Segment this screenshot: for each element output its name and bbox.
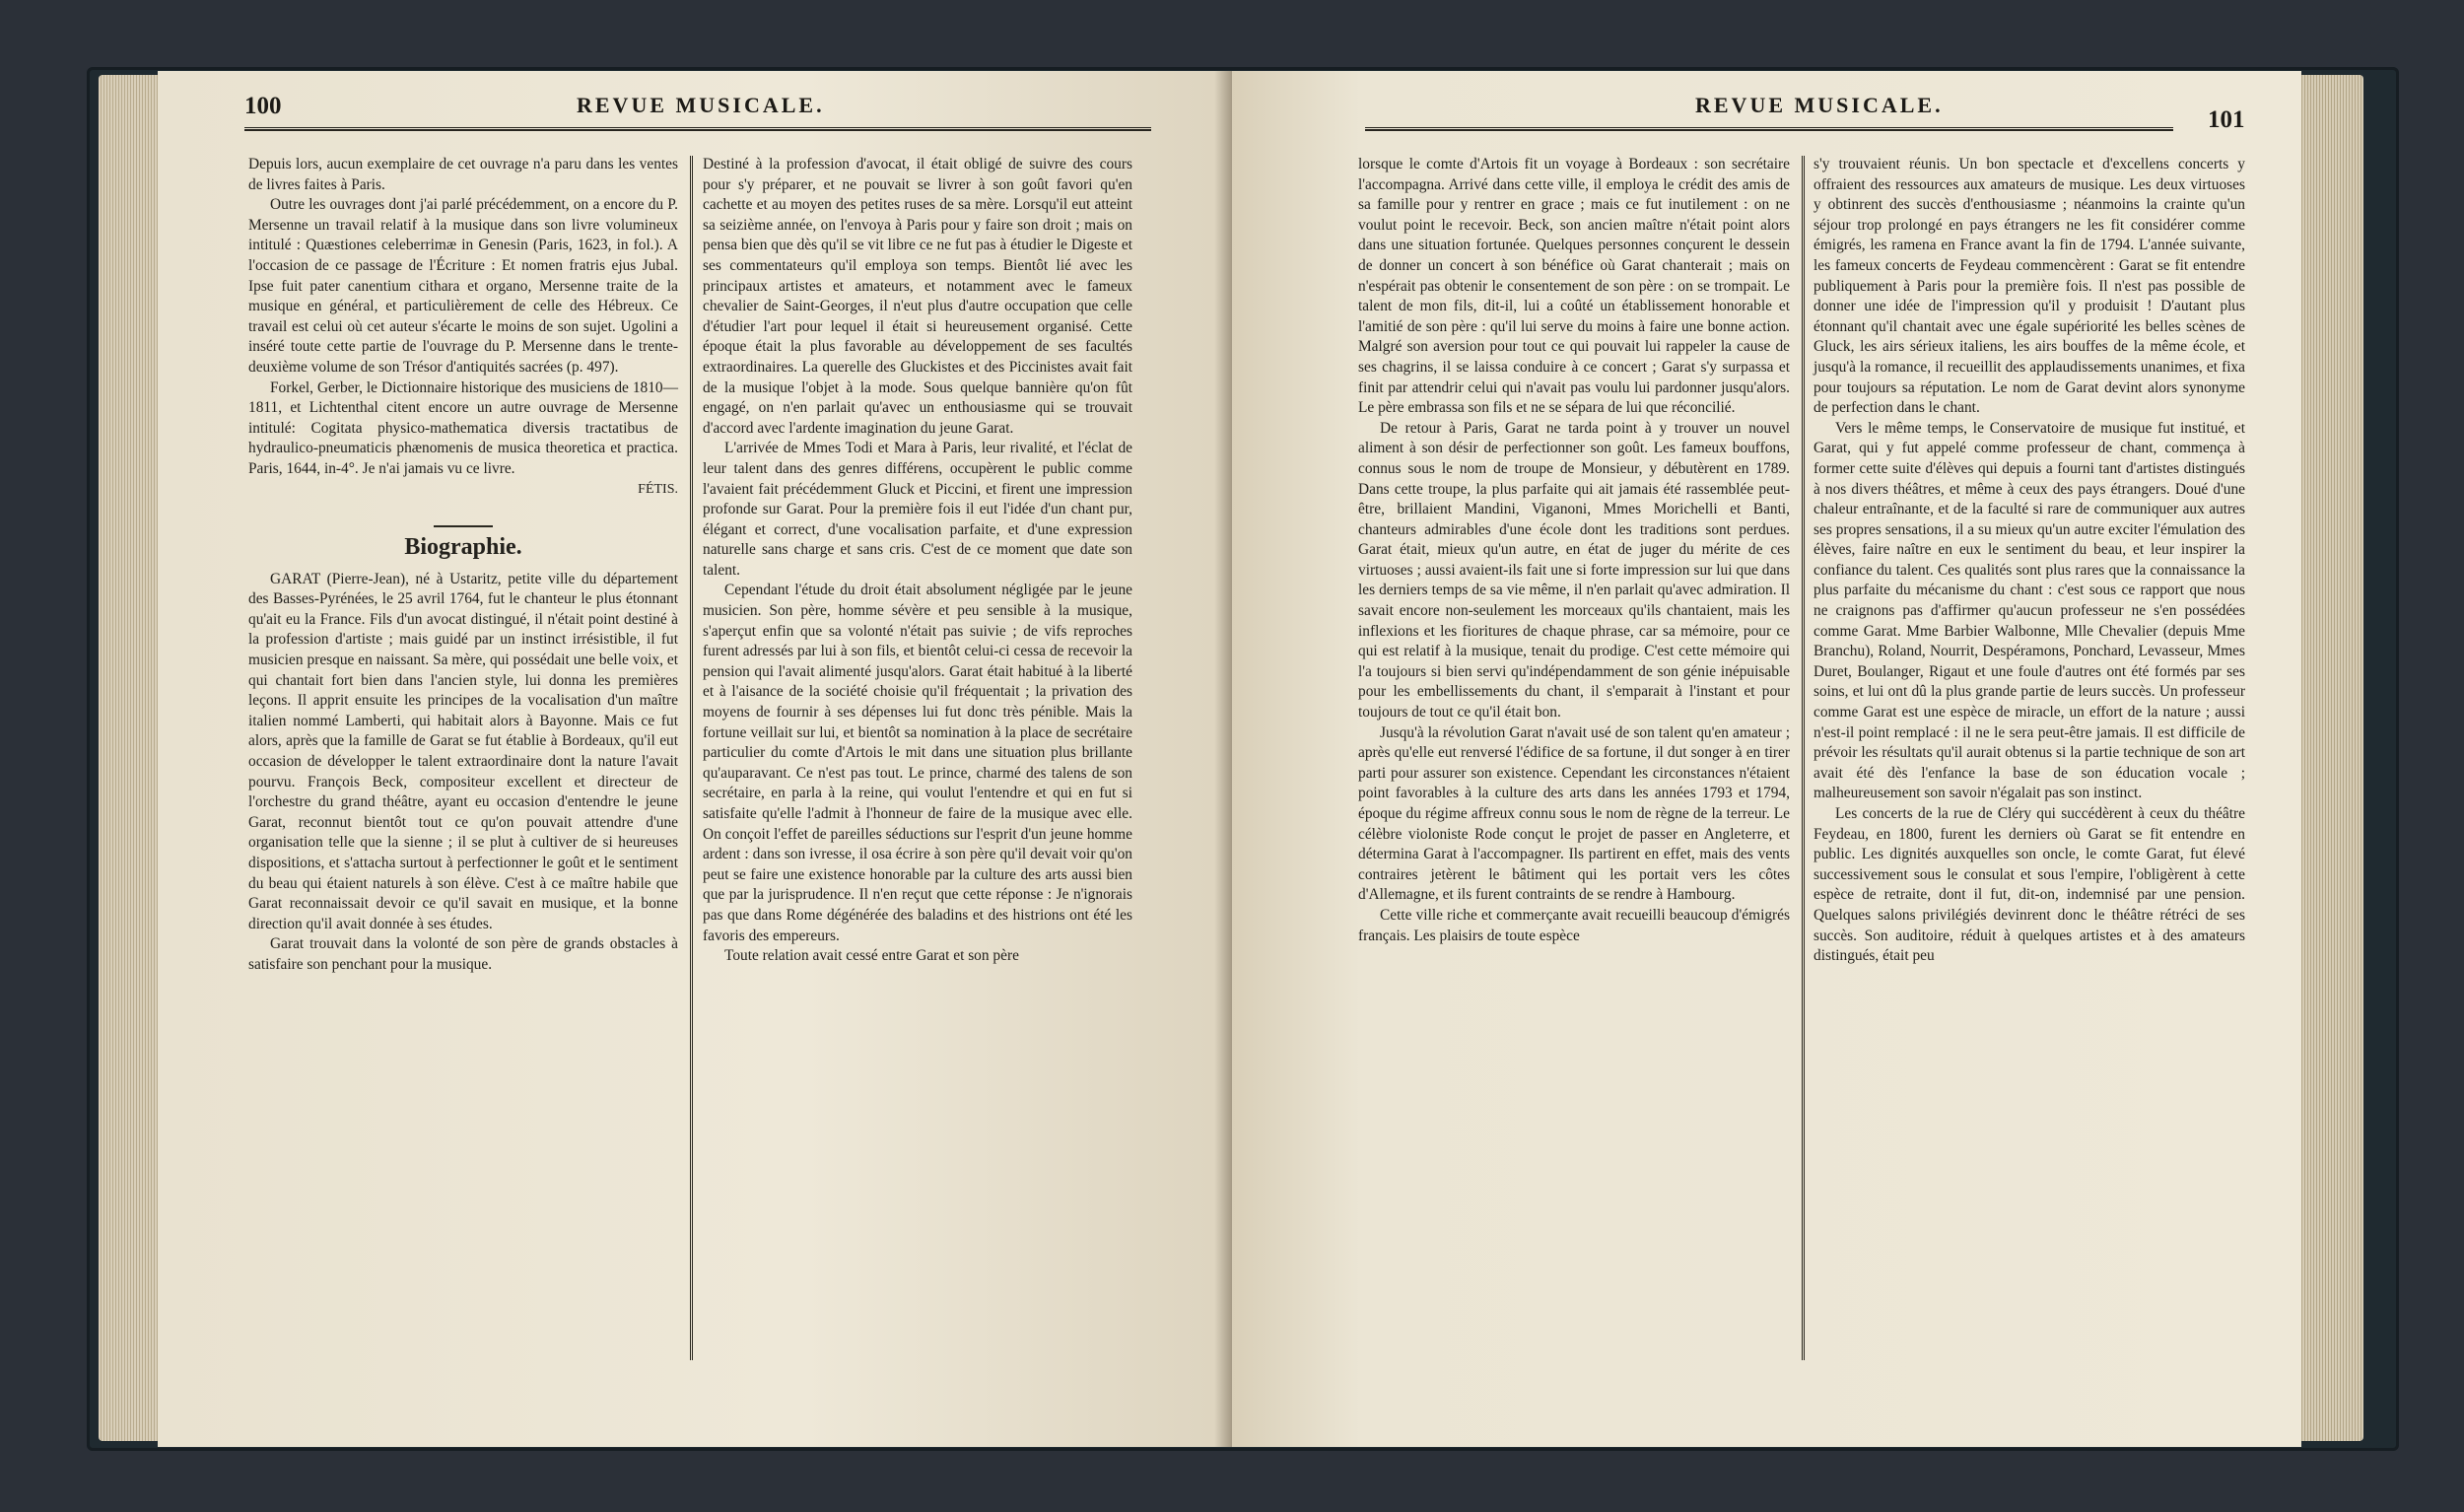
paragraph: Vers le même temps, le Conservatoire de musique fut institué, et Garat, qui y fut appelé comme professeur de chant, commença à former cette suite d'élèves qui depuis a fourni tant d'artistes distingués à nos divers théâtres, et même à ceux des pays étrangers. Doué d'une chaleur entraînante, et de la faculté si rare de communiquer aux autres ses propres sensations, il a su mieux qu'un autre exciter l'émulation des élèves, faire naître en eux le sentiment du beau, et leur inspirer la confiance du talent. Ces qualités sont plus rares que la connaissance la plus parfaite du mécanisme du chant : c'est sous ce rapport que nous ne craignons pas d'affirmer qu'aucun professeur ne s'en possédées comme Garat. Mme Barbier Walbonne, Mlle Chevalier (depuis Mme Branchu), Roland, Nourrit, Despéramons, Ponchard, Levasseur, Mmes Duret, Boulanger, Rigaut et une foule d'autres ont été formés par ses soins, et lui ont dû la plus grande partie de leurs succès. Un professeur comme Garat est une espèce de miracle, un effort de la nature ; aussi n'est-il point remplacé : il ne le sera peut-être jamais. Il est difficile de prévoir les résultats qu'il aurait obtenus si la partie technique de son art avait été dès l'enfance la base de son éducation vocale ; malheureusement son savoir n'égalait pas son instinct. <box>1814 419 2245 802</box>
right-page <box>1232 71 2301 1447</box>
left-page-number: 100 <box>244 93 282 119</box>
right-running-head: REVUE MUSICALE. <box>1695 93 1944 117</box>
paragraph: Forkel, Gerber, le Dictionnaire historique des musiciens de 1810—1811, et Lichtenthal citent encore un autre ouvrage de Mersenne intitulé: Cogitata physico-mathematica diversis tractatibus de hydraulico-pneumaticis phænomenis de musica theoretica et practica. Paris, 1644, in-4°. Je n'ai jamais vu ce livre. <box>248 378 678 477</box>
paragraph: Destiné à la profession d'avocat, il était obligé de suivre des cours pour s'y préparer, et ne pouvait se livrer à son goût favori qu'en cachette et au moyen des petites ruses de sa mère. Lorsqu'il eut atteint sa seizième année, on l'envoya à Paris pour y faire son droit ; mais on pensa bien que dès qu'il se vit libre ce ne fut pas à étudier le Digeste et ses commentateurs qu'il employa son temps. Bientôt lié avec les principaux artistes et amateurs, et notamment avec le fameux chevalier de Saint-Georges, il n'eut plus d'autre occupation que celle d'étudier l'art pour lequel il était si heureusement organisé. Cette époque était la plus favorable au développement de ses facultés extraordinaires. La querelle des Gluckistes et des Piccinistes avait fait de la musique l'objet à la mode. Sous quelque bannière qu'on fût engagé, on n'en parlait qu'avec un enthousiasme qui se trouvait d'accord avec l'ardente imagination du jeune Garat. <box>703 156 1132 437</box>
paragraph: GARAT (Pierre-Jean), né à Ustaritz, petite ville du département des Basses-Pyrénées, le 25 avril 1764, fut le chanteur le plus étonnant qu'ait eu la France. Fils d'un avocat distingué, il n'était point destiné à la profession d'artiste ; mais guidé par un instinct irrésistible, il fut musicien presque en naissant. Sa mère, qui possédait une belle voix, et qui chantait fort bien dans l'ancien style, lui donna les premières leçons. Il apprit ensuite les principes de la vocalisation d'un maître italien nommé Lamberti, qui habitait alors à Bayonne. Mais ce fut alors, après que la famille de Garat se fut établie à Bordeaux, qu'il eut occasion de développer le talent extraordinaire dont la nature l'avait pourvu. François Beck, compositeur excellent et directeur de l'orchestre du grand théâtre, ayant eu occasion d'entendre le jeune Garat, reconnut bientôt tout ce qu'on pouvait attendre d'une organisation telle que la sienne ; il se plut à cultiver de si heureuses dispositions, et s'attacha surtout à perfectionner le goût et le sentiment du beau qui étaient naturels à son élève. C'est à ce maître habile que Garat reconnaissait devoir ce qu'il savait en musique, et la bonne direction qu'il avait donnée à ses études. <box>248 570 678 932</box>
left-page <box>158 71 1232 1447</box>
paragraph: Garat trouvait dans la volonté de son père de grands obstacles à satisfaire son penchant pour la musique. <box>248 935 678 973</box>
paragraph: Toute relation avait cessé entre Garat et son père <box>724 947 1019 965</box>
author-signature: FÉTIS. <box>638 481 678 497</box>
left-running-head: REVUE MUSICALE. <box>577 93 825 117</box>
left-column-rule <box>690 156 693 1360</box>
paragraph: lorsque le comte d'Artois fit un voyage à Bordeaux : son secrétaire l'accompagna. Arrivé dans cette ville, il employa le crédit des amis de sa famille pour y rentrer en grace ; mais ce fut inutilement : on ne voulut point le recevoir. Beck, son ancien maître n'était point alors dans une situation fortunée. Quelques personnes conçurent le dessein de donner un concert à son bénéfice où Garat chanterait ; mais on n'espérait pas obtenir le consentement de son père : on se trompait. Le talent de mon fils, dit-il, lui a coûté un établissement honorable et l'amitié de son père : qu'il lui serve du moins à faire une bonne action. Malgré son aversion pour tout ce qui pouvait lui rappeler la cause de ses chagrins, il se laissa conduire à ce concert ; Garat s'y surpassa et finit par attendrir celui qui n'avait pas voulu lui pardonner jusqu'alors. Le père embrassa son fils et ne se sépara de lui que réconcilié. <box>1358 156 1790 417</box>
right-page-edges <box>2296 75 2363 1441</box>
paragraph: Cependant l'étude du droit était absolument négligée par le jeune musicien. Son père, homme sévère et peu sensible à la musique, s'aperçut enfin que sa volonté n'était pas suivie ; de vifs reproches furent adressés par lui à son fils, et bientôt celui-ci cessa de recevoir la pension qui l'avait alimenté jusqu'alors. Garat était habitué à la liberté et à l'aisance de la société choisie qu'il fréquentait ; la privation des moyens de fournir à ses dépenses lui fut donc très pénible. Mais la fortune veillait sur lui, et bientôt sa nomination à la place de secrétaire particulier du comte d'Artois le mit dans une situation plus brillante qu'auparavant. Ce n'est pas tout. Le prince, charmé des talens de son secrétaire, en parla à la reine, qui voulut l'entendre et qui en fut si satisfaite qu'elle l'admit à l'honneur de faire de la musique avec elle. On conçoit l'effet de pareilles séductions sur l'esprit d'un jeune homme ardent : dans son ivresse, il osa écrire à son père qu'il devait voir qu'on peut se faire une existence honorable par la culture des arts aussi bien que par la jurisprudence. Il n'en reçut que cette réponse : Je n'ignorais pas que dans Rome dégénérée des baladins et des histrions ont été les favoris des empereurs. <box>703 582 1132 944</box>
right-page-number: 101 <box>2208 106 2245 133</box>
paragraph: Cette ville riche et commerçante avait recueilli beaucoup d'émigrés français. Les plaisirs de toute espèce <box>1358 906 1790 944</box>
paragraph: L'arrivée de Mmes Todi et Mara à Paris, leur rivalité, et l'éclat de leur talent dans des genres différens, occupèrent le public comme l'avaient fait précédemment Gluck et Piccini, et firent une impression profonde sur Garat. Pour la première fois il eut l'idée d'un chant pur, élégant et correct, d'une vocalisation parfaite, et d'une expression naturelle sans charge et sans cris. C'est de ce moment que date son talent. <box>703 440 1132 579</box>
section-title: Biographie. <box>404 534 522 561</box>
paragraph: s'y trouvaient réunis. Un bon spectacle et d'excellens concerts y offraient des ressources aux amateurs de musique. Les deux virtuoses y obtinrent des succès d'enthousiasme ; néanmoins la crainte qu'un séjour trop prolongé en pays étrangers ne les fit considérer comme émigrés, les ramena en France avant la fin de 1794. L'année suivante, les fameux concerts de Feydeau commencèrent : Garat se fit entendre publiquement à Paris pour la première fois. Il n'est pas possible de donner une idée de l'impression qu'il y produisit ! D'autant plus étonnant qu'il chantait avec une égale supériorité les belles scènes de Gluck, les airs sérieux italiens, les airs bouffes de la même école, et jusqu'à la romance, il recueillit des applaudissements unanimes, et fixa pour toujours sa réputation. Le nom de Garat devint alors synonyme de perfection dans le chant. <box>1814 156 2245 417</box>
left-header-rule <box>244 127 1151 131</box>
section-separator <box>434 525 493 527</box>
right-column-1 <box>1358 155 1790 946</box>
paragraph: Jusqu'à la révolution Garat n'avait usé de son talent qu'en amateur ; après qu'elle eut renversé l'édifice de sa fortune, il dut songer à en tirer parti pour assurer son existence. Cependant les circonstances n'étaient point favorables à la culture des arts dans les années 1793 et 1794, époque du régime affreux connu sous le nom de règne de la terreur. Le célèbre violoniste Rode conçut le projet de passer en Angleterre, et détermina Garat à l'accompagner. Ils partirent en effet, mais des vents contraires jetèrent le bâtiment qui les portait vers les côtes d'Allemagne, et ils furent contraints de se rendre à Hambourg. <box>1358 723 1790 904</box>
left-column-2 <box>703 155 1132 967</box>
right-header-rule <box>1365 127 2173 131</box>
paragraph: Depuis lors, aucun exemplaire de cet ouvrage n'a paru dans les ventes de livres faites à Paris. <box>248 156 678 193</box>
right-column-rule <box>1802 156 1805 1360</box>
paragraph: De retour à Paris, Garat ne tarda point à y trouver un nouvel aliment à son désir de perfectionner son goût. Les fameux bouffons, connus sous le nom de troupe de Monsieur, y débutèrent en 1789. Dans cette troupe, la plus parfaite qui ait jamais été rassemblée peut-être, brillaient Mandini, Viganoni, Mmes Morichelli et Banti, chanteurs admirables d'une école dont les traditions sont perdues. Garat était, mieux qu'un autre, en état de juger du mérite de ces virtuoses ; aussi avaient-ils fait une si forte impression sur lui que dans les derniers temps de sa vie même, il n'en parlait qu'avec admiration. Il savait encore non-seulement les morceaux qu'ils chantaient, mais les inflexions et les fioritures de chaque phrase, car sa mémoire, pour ce qui est relatif à la musique, tenait du prodige. C'est cette mémoire qui l'a toujours si bien servi qu'indépendamment de son génie inépuisable pour les embellissements du chant, il s'emparait à l'instant et pour toujours de tout ce qu'il était bon. <box>1358 419 1790 722</box>
paragraph: Les concerts de la rue de Cléry qui succédèrent à ceux du théâtre Feydeau, en 1800, furent les derniers où Garat se fit entendre en public. Les dignités auxquelles son oncle, le comte Garat, fut élevé successivement sous le consulat et sous l'empire, l'obligèrent à cette espèce de retraite, dont il fut, dit-on, indemnisé par une pension. Quelques salons privilégiés devinrent donc le théâtre rétréci de ses succès. Son auditoire, réduit à quelques artistes et à des amateurs distingués, était peu <box>1814 805 2245 965</box>
left-column-1 <box>248 155 678 976</box>
paragraph: Outre les ouvrages dont j'ai parlé précédemment, on a encore du P. Mersenne un travail relatif à la musique dans son livre volumineux intitulé : Quæstiones celeberrimæ in Genesin (Paris, 1623, in fol.). A l'occasion de ce passage de l'Écriture : Et nomen fratris ejus Jubal. Ipse fuit pater canentium cithara et organo, Mersenne traite de la musique en général, et particulièrement de celle des Hébreux. Ce travail est celui où cet auteur s'écarte le moins de son sujet. Ugolini a inséré toute cette partie de l'ouvrage du P. Mersenne dans le trente-deuxième volume de son Trésor d'antiquités sacrées (p. 497). <box>248 196 678 376</box>
right-column-2 <box>1814 155 2245 967</box>
